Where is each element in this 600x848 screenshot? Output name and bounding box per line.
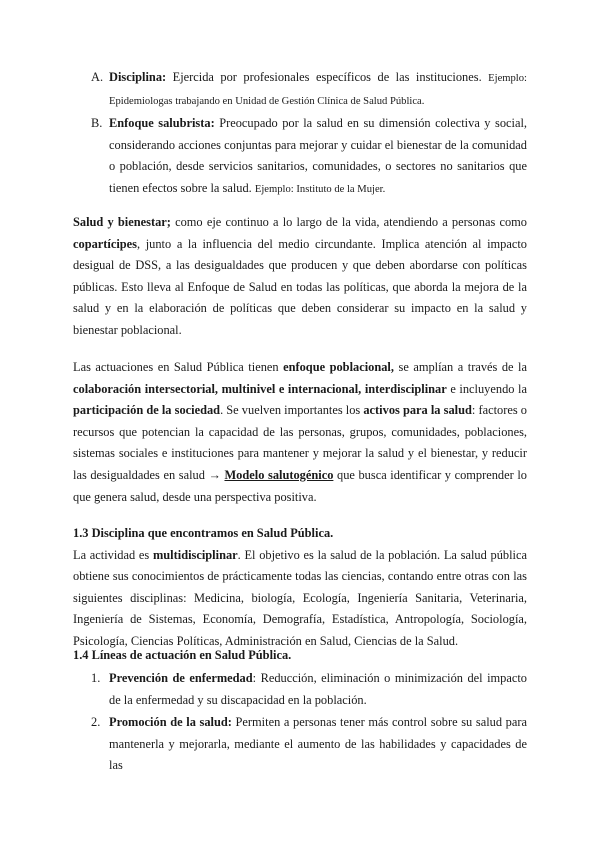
term-enfoque-salubrista: Enfoque salubrista: bbox=[109, 116, 215, 131]
list-item-1: 1. Prevención de enfermedad: Reducción, eliminación o minimización del impacto de la enfermedad y su discapacidad en la población. bbox=[73, 668, 527, 711]
section-heading: 1.3 Disciplina que encontramos en Salud Pública. bbox=[73, 526, 334, 540]
section-1-3 bbox=[73, 523, 527, 653]
bold-term: Promoción de la salud: bbox=[109, 715, 232, 730]
bold-term: Salud y bienestar; bbox=[73, 215, 171, 229]
paragraph-salud-bienestar: Salud y bienestar; como eje continuo a lo largo de la vida, atendiendo a personas como copartícipes, junto a la influencia del medio circundante. Implica atención al impacto desigual de DSS, a las desigualdades que producen y que deben abordarse con políticas públicas. Esto lleva al Enfoque de Salud en todas las políticas, que aborda la mejora de la salud y en la elaboración de políticas que deben considerar su impacto en la salud y bienestar poblacional. bbox=[73, 215, 527, 337]
lineas-actuacion-list bbox=[73, 668, 527, 777]
example-text: Ejemplo: Epidemiologas trabajando en Unidad de Gestión Clínica de Salud Pública. bbox=[109, 73, 527, 107]
definition-list bbox=[73, 67, 527, 201]
example-text: Ejemplo: Instituto de la Mujer. bbox=[254, 183, 386, 195]
list-item-2: 2. Promoción de la salud: Permiten a personas tener más control sobre su salud para mantenerla y mejorarla, mediante el aumento de las habilidades y capacidades de las bbox=[73, 712, 527, 777]
bold-term: enfoque poblacional, bbox=[283, 360, 394, 374]
modelo-salutogenico-term: Modelo salutogénico bbox=[224, 467, 334, 482]
list-marker: 2. bbox=[91, 715, 101, 730]
section-1-4 bbox=[73, 645, 527, 667]
arrow-icon: → bbox=[208, 467, 221, 482]
item-text: Ejercida por profesionales específicos de las instituciones. bbox=[166, 70, 489, 84]
list-item-a bbox=[73, 67, 527, 112]
section-heading: 1.4 Líneas de actuación en Salud Pública. bbox=[73, 648, 292, 662]
paragraph-actuaciones: Las actuaciones en Salud Pública tienen enfoque poblacional, se amplían a través de la colaboración intersectorial, multinivel e internacional, interdisciplinar e incluyendo la participación de la sociedad. Se vuelven importantes los activos para la salud: factores o recursos que potencian la capacidad de las personas, grupos, comunidades, poblaciones, sistemas sociales e instituciones para mantener y mejorar la salud y el bienestar, y reducir las desigualdades en salud → Modelo salutogénico que busca identificar y comprender lo que genera salud, desde una perspectiva positiva. bbox=[73, 360, 527, 504]
list-item-b bbox=[73, 113, 527, 200]
item-text: Preocupado por la salud en su dimensión colectiva y social, considerando acciones conjuntas para mejorar y cuidar el bienestar de la comunidad o población, desde servicios sanitarios, comunidades, o sectores no sanitarios que tienen efectos sobre la salud. bbox=[109, 116, 527, 195]
bold-term: participación de la sociedad bbox=[73, 403, 221, 418]
bold-term: colaboración intersectorial, multinivel e internacional, interdisciplinar bbox=[73, 381, 447, 396]
list-marker: B. bbox=[91, 116, 103, 131]
section-paragraph: La actividad es multidisciplinar. El objetivo es la salud de la población. La salud pública obtiene sus conocimientos de prácticamente todas las ciencias, contando entre otras con las siguientes disciplinas: Medicina, biología, Ecología, Ingeniería Sanitaria, Veterinaria, Ingeniería de Sistemas, Economía, Demografía, Estadística, Antropología, Sociología, Psicología, Ciencias Políticas, Administración en Salud, Ciencias de la Salud. bbox=[73, 547, 527, 648]
bold-term: multidisciplinar bbox=[152, 547, 238, 562]
bold-term: Prevención de enfermedad bbox=[109, 671, 253, 685]
list-marker: A. bbox=[91, 70, 104, 84]
bold-term: copartícipes bbox=[73, 236, 138, 251]
term-disciplina: Disciplina: bbox=[109, 70, 167, 84]
bold-term: activos para la salud bbox=[363, 403, 472, 418]
list-marker: 1. bbox=[91, 671, 101, 685]
